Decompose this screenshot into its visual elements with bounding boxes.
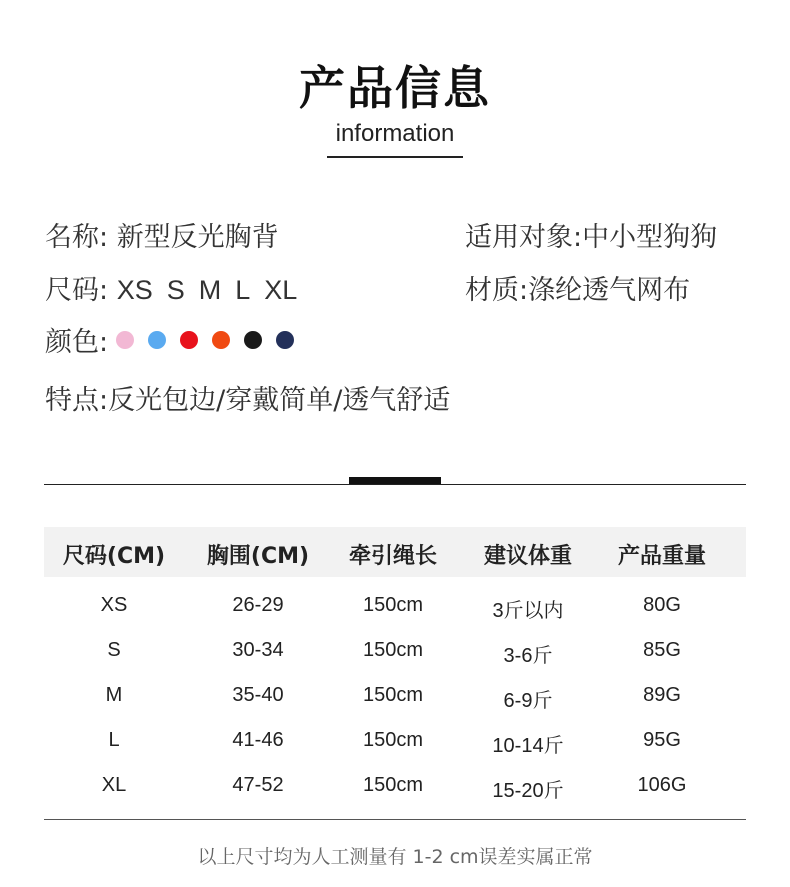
measurement-footnote: 以上尺寸均为人工测量有 1-2 cm误差实属正常 (197, 846, 593, 868)
table-header-cell: 牵引绳长 (348, 544, 437, 569)
feature-value: 反光包边/穿戴简单/透气舒适 (108, 385, 451, 416)
target-value: 中小型狗狗 (582, 222, 718, 253)
table-cell: S (107, 639, 121, 661)
table-cell: M (105, 684, 123, 706)
table-cell: 85G (643, 639, 681, 661)
info-name (45, 215, 279, 254)
size-table-header (44, 527, 746, 577)
info-target (465, 215, 717, 254)
size-option: XL (264, 275, 298, 305)
table-cell: 26-29 (232, 594, 284, 616)
table-cell: 150cm (362, 594, 424, 616)
color-swatch-black (244, 331, 262, 349)
table-header-cell: 建议体重 (483, 544, 572, 569)
material-value: 涤纶透气网布 (528, 275, 691, 306)
section-divider-accent (349, 477, 441, 484)
size-option: L (235, 275, 251, 305)
info-size (45, 268, 311, 307)
color-swatch-navy (276, 331, 294, 349)
table-header-cell: 产品重量 (617, 544, 706, 569)
table-cell: L (108, 729, 120, 751)
table-cell: 150cm (362, 684, 424, 706)
color-swatch-blue (148, 331, 166, 349)
info-colors (45, 320, 294, 359)
size-option: S (166, 275, 185, 305)
table-cell: XL (101, 774, 127, 796)
material-label: 材质: (465, 275, 529, 306)
table-cell: 47-52 (232, 774, 284, 796)
color-label: 颜色: (45, 327, 109, 358)
page-subtitle: information (335, 120, 455, 147)
table-cell: 95G (643, 729, 681, 751)
table-cell: 6-9斤 (503, 690, 553, 712)
table-cell: 3-6斤 (503, 645, 553, 667)
section-divider (44, 484, 746, 485)
table-cell: 30-34 (232, 639, 284, 661)
color-swatch-red (180, 331, 198, 349)
table-cell: 89G (643, 684, 681, 706)
name-label: 名称: (45, 222, 117, 253)
target-label: 适用对象: (465, 222, 583, 253)
table-cell: XS (100, 594, 128, 616)
color-swatch-orange (212, 331, 230, 349)
table-cell: 10-14斤 (492, 735, 564, 757)
table-cell: 150cm (362, 774, 424, 796)
table-cell: 150cm (362, 729, 424, 751)
table-cell: 35-40 (232, 684, 284, 706)
name-value: 新型反光胸背 (116, 222, 279, 253)
size-option: XS (116, 275, 153, 305)
table-cell: 41-46 (232, 729, 284, 751)
table-cell: 106G (637, 774, 687, 796)
feature-label: 特点: (45, 385, 109, 416)
table-bottom-rule (44, 819, 746, 820)
color-swatch-pink (116, 331, 134, 349)
table-cell: 150cm (362, 639, 424, 661)
table-cell: 80G (643, 594, 681, 616)
subtitle-underline (327, 156, 463, 158)
info-material (465, 268, 690, 307)
size-options (117, 275, 312, 306)
size-label: 尺码: (45, 275, 117, 306)
table-cell: 3斤以内 (492, 600, 564, 622)
info-feature (45, 378, 450, 417)
table-header-cell: 胸围(CM) (206, 544, 310, 569)
table-cell: 15-20斤 (492, 780, 564, 802)
size-option: M (198, 275, 222, 305)
table-header-cell: 尺码(CM) (62, 544, 166, 569)
page-title: 产品信息 (299, 61, 491, 115)
